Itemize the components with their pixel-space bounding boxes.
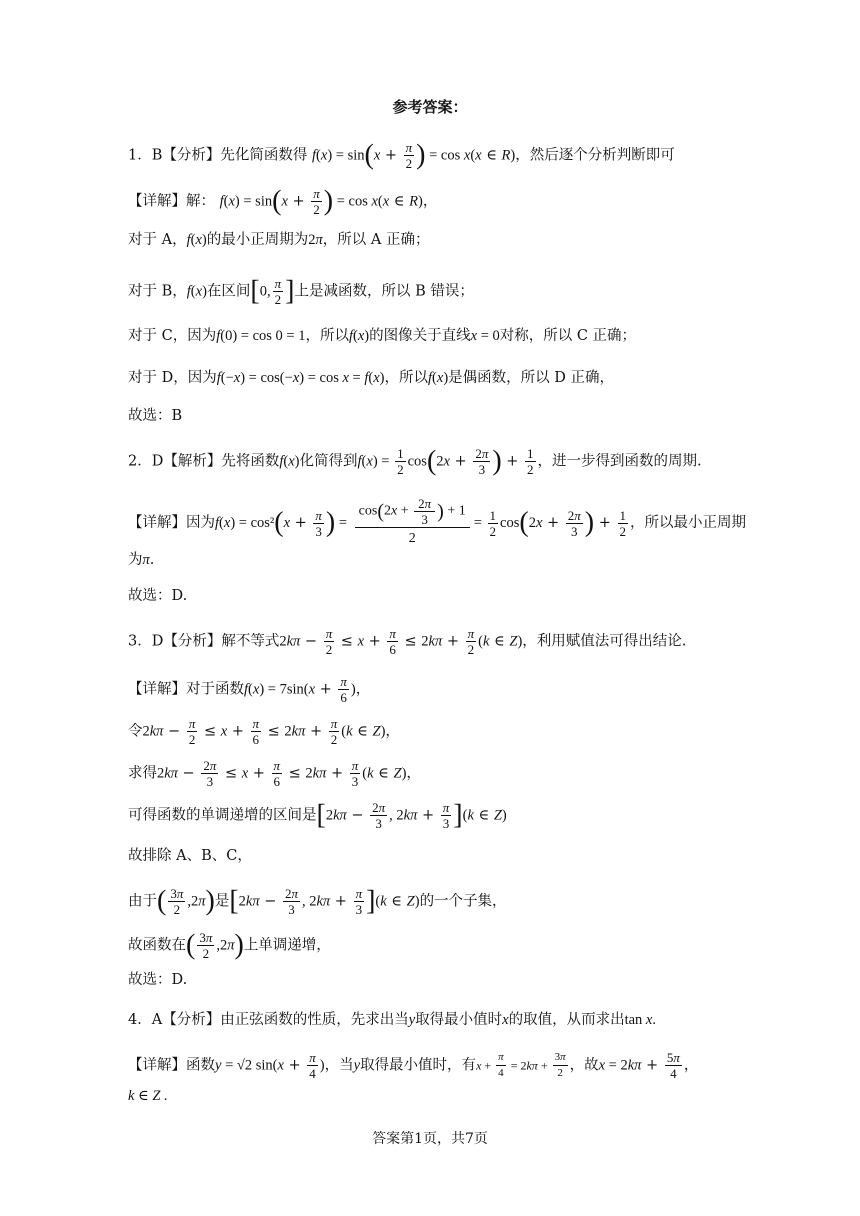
answer-1-option-c: 对于 C，因为f(0) = cos 0 = 1，所以f(x)的图像关于直线x = 0对称，所以 C 正确； bbox=[128, 328, 637, 344]
answer-1-option-a: 对于 A，f(x)的最小正周期为2π，所以 A 正确； bbox=[128, 232, 430, 248]
answer-4-k-domain: k ∈ Z . bbox=[128, 1088, 168, 1104]
answer-1-detail: 【详解】解： f(x) = sin(x + $\frac{\pi}{2}$ ) = cos x(x ∈ R)， bbox=[128, 185, 438, 217]
answer-1-analysis: 1．B【分析】先化简函数得 f(x) = sin(x + $\frac{\pi}{2}$ ) = cos x(x ∈ R)，然后逐个分析判断即可 bbox=[128, 139, 675, 171]
page-footer: 答案第1页，共7页 bbox=[372, 1131, 488, 1147]
answer-3-inequality: 令2kπ − $\frac{\pi}{2}$ ≤ x + $\frac{\pi}{6}$ ≤ 2kπ + $\frac{\pi}{2}$ (k ∈ Z)， bbox=[128, 716, 400, 747]
page-title: 参考答案： bbox=[392, 98, 468, 116]
answer-3-solve: 求得2kπ − $\frac{2\pi}{3}$ ≤ x + $\frac{\pi}{6}$ ≤ 2kπ + $\frac{\pi}{3}$ (k ∈ Z)， bbox=[128, 758, 421, 789]
answer-3-exclude: 故排除 A、B、C， bbox=[128, 848, 252, 864]
answer-3-analysis: 3．D【分析】解不等式2kπ − $\frac{\pi}{2}$ ≤ x + $\frac{\pi}{6}$ ≤ 2kπ + $\frac{\pi}{2}$ (k ∈ Z)，利用赋值法可得出结论. bbox=[128, 626, 687, 657]
answer-3-detail: 【详解】对于函数f(x) = 7sin(x + $\frac{\pi}{6}$ )， bbox=[128, 674, 371, 705]
answer-3-subset: 由于( $\frac{3\pi}{2}$ ,2π)是[2kπ − $\frac{2\pi}{3}$ , 2kπ + $\frac{\pi}{3}$ ](k ∈ Z)的一个子集， bbox=[128, 885, 507, 917]
answer-3-choice: 故选：D. bbox=[128, 972, 188, 988]
answer-3-interval: 可得函数的单调递增的区间是[2kπ − $\frac{2\pi}{3}$ , 2kπ + $\frac{\pi}{3}$ ](k ∈ Z) bbox=[128, 799, 507, 831]
answer-2-choice: 故选：D. bbox=[128, 588, 188, 604]
answer-1-choice: 故选：B bbox=[128, 408, 183, 424]
answer-1-option-b: 对于 B，f(x)在区间[0, $\frac{\pi}{2}$ ]上是减函数，所以 B 错误； bbox=[128, 275, 474, 307]
answer-4-detail: 【详解】函数y = √2 sin(x + $\frac{\pi}{4}$ )，当y取得最小值时，有x + $\frac{\pi}{4}$ = 2kπ + $\frac{3\pi}{2}$ ，故x = 2kπ + $\frac{5\pi}{4}$ ， bbox=[128, 1050, 699, 1081]
answer-2-detail: 【详解】因为f(x) = cos²(x + $\frac{\pi}{3}$ ) = cos(2x + $\frac{2\pi}{3}$ ) + 1 2 = $\frac{1}{2}$ cos(2x + $\frac{2\pi}{3}$ ) + $\frac{1}{2}$ ，所以最小正周期 bbox=[128, 496, 746, 546]
answer-4-analysis: 4．A【分析】由正弦函数的性质，先求出当y取得最小值时x的取值，从而求出tan x. bbox=[128, 1012, 656, 1028]
answer-3-conclusion: 故函数在( $\frac{3\pi}{2}$ ,2π)上单调递增， bbox=[128, 929, 331, 961]
answer-2-period: 为π. bbox=[128, 552, 155, 568]
answer-2-analysis: 2．D【解析】先将函数f(x)化简得到f(x) = $\frac{1}{2}$ cos(2x + $\frac{2\pi}{3}$ ) + $\frac{1}{2}$ ，进一步得到函数的周期. bbox=[128, 445, 702, 477]
answer-1-option-d: 对于 D，因为f(−x) = cos(−x) = cos x = f(x)，所以f(x)是偶函数，所以 D 正确， bbox=[128, 370, 614, 386]
